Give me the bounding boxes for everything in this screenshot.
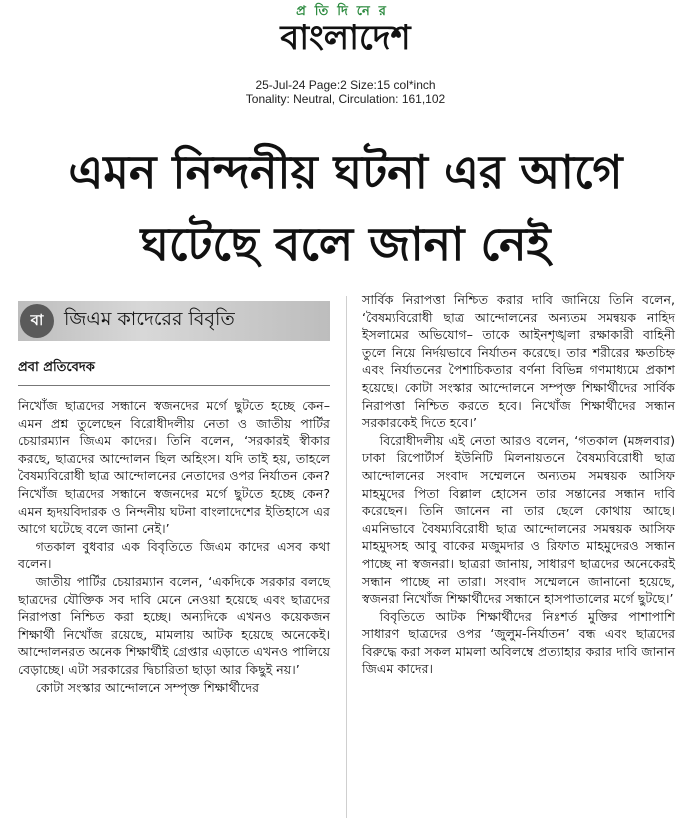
newspaper-badge-icon: বা (20, 304, 54, 338)
clipping-date-size: 25-Jul-24 Page:2 Size:15 col*inch (255, 78, 436, 92)
paragraph: নিখোঁজ ছাত্রদের সন্ধানে স্বজনদের মর্গে ছুটতে হচ্ছে কেন– এমন প্রশ্ন তুলেছেন বিরোধীদলীয় নেতা ও জাতীয় পার্টির চেয়ারম্যান জিএম কাদের। তিনি বলেন, ‘সরকারই স্বীকার করছে, ছাত্রদের আন্দোলন ছিল অহিংস। যদি তাই হয়, তাহলে বৈষম্যবিরোধী ছাত্র আন্দোলনের নেতাদের ওপর নির্যাতন কেন? নিখোঁজ ছাত্রদের সন্ধানে স্বজনদের মর্গে ছুটতে হচ্ছে কেন? এমন হৃদয়বিদারক ও নিন্দনীয় ঘটনা বাংলাদেশের ইতিহাসে এর আগে ঘটেছে বলে জানা নেই।’ (18, 398, 330, 537)
masthead-logo-text: বাংলাদেশ (280, 18, 411, 58)
newspaper-masthead (0, 4, 691, 58)
article-column-left (18, 397, 330, 696)
subhead-title: জিএম কাদেরের বিবৃতি (64, 308, 235, 330)
headline-line-2: ঘটেছে বলে জানা নেই (140, 217, 551, 271)
clipping-tonality: Tonality: Neutral, Circulation: 161,102 (245, 92, 446, 106)
paragraph: জাতীয় পার্টির চেয়ারম্যান বলেন, ‘একদিকে সরকার বলছে ছাত্রদের যৌক্তিক সব দাবি মেনে নেওয়া হয়েছে এবং ছাত্রদের নিরাপত্তা নিশ্চিত করা হচ্ছে। অন্যদিকে এখনও কয়েকজন শিক্ষার্থী নিখোঁজ রয়েছে, মামলায় আটক হয়েছে অনেকেই। আন্দোলনরত অনেক শিক্ষার্থীই গ্রেপ্তার এড়াতে এখনও পালিয়ে বেড়াচ্ছে। এটা সরকারের দ্বিচারিতা ছাড়া আর কিছুই নয়।’ (18, 573, 330, 677)
masthead-small-text: প্রতিদিনের (296, 4, 395, 19)
paragraph: গতকাল বুধবার এক বিবৃতিতে জিএম কাদের এসব কথা বলেন। (18, 538, 330, 572)
subhead-banner (18, 301, 330, 341)
paragraph: কোটা সংস্কার আন্দোলনে সম্পৃক্ত শিক্ষার্থীদের (35, 679, 259, 695)
article-headline (0, 136, 691, 280)
headline-line-1: এমন নিন্দনীয় ঘটনা এর আগে (68, 145, 623, 199)
clipping-metadata (0, 78, 691, 106)
paragraph: বিবৃতিতে আটক শিক্ষার্থীদের নিঃশর্ত মুক্তির পাশাপাশি সাধারণ ছাত্রদের ওপর ‘জুলুম-নির্যাতন’ বন্ধ এবং ছাত্রদের বিরুদ্ধে করা সকল মামলা অবিলম্বে প্রত্যাহার করার দাবি জানান জিএম কাদের। (362, 608, 675, 677)
paragraph: সার্বিক নিরাপত্তা নিশ্চিত করার দাবি জানিয়ে তিনি বলেন, ‘বৈষম্যবিরোধী ছাত্র আন্দোলনের অন্যতম সমন্বয়ক নাহিদ ইসলামের অভিযোগ– তাকে আইনশৃঙ্খলা রক্ষাকারী বাহিনী তুলে নিয়ে নির্দয়ভাবে নির্যাতন করেছে। তার শরীরের ক্ষতচিহ্ন এবং নির্যাতনের পৈশাচিকতার বর্ণনা বিভিন্ন গণমাধ্যমে প্রকাশ হয়েছে। কোটা সংস্কার আন্দোলনে সম্পৃক্ত শিক্ষার্থীদের সার্বিক নিরাপত্তা নিশ্চিত করতে হবে। নিখোঁজ শিক্ষার্থীদের সন্ধান সরকারকেই দিতে হবে।’ (362, 292, 675, 431)
article-column-right (362, 291, 675, 678)
byline: প্রবা প্রতিবেদক (18, 360, 95, 375)
column-divider (346, 296, 347, 818)
byline-divider (18, 385, 330, 386)
paragraph: বিরোধীদলীয় এই নেতা আরও বলেন, ‘গতকাল (মঙ্গলবার) ঢাকা রিপোর্টার্স ইউনিটি মিলনায়তনে বৈষম্যবিরোধী ছাত্র আন্দোলনের সংবাদ সম্মেলনে অন্যতম সমন্বয়ক আসিফ মাহমুদের পিতা বিল্লাল হোসেন তার সন্তানের সন্ধান দাবি করেছেন। তিনি জানেন না তার ছেলে কোথায় আছে। এমনিভাবে বৈষম্যবিরোধী ছাত্র আন্দোলনের সমন্বয়ক আসিফ মাহমুদসহ আবু বাকের মজুমদার ও রিফাত মাহমুদেরও সন্ধান পাচ্ছে না স্বজনরা। ছাত্ররা জানায়, সাধারণ ছাত্রদের অনেকেরই সন্ধান পাচ্ছে না তারা। সংবাদ সম্মেলনে জানানো হয়েছে, স্বজনরা নিখোঁজ শিক্ষার্থীদের সন্ধানে হাসপাতালের মর্গে ছুটছে।’ (362, 432, 675, 607)
